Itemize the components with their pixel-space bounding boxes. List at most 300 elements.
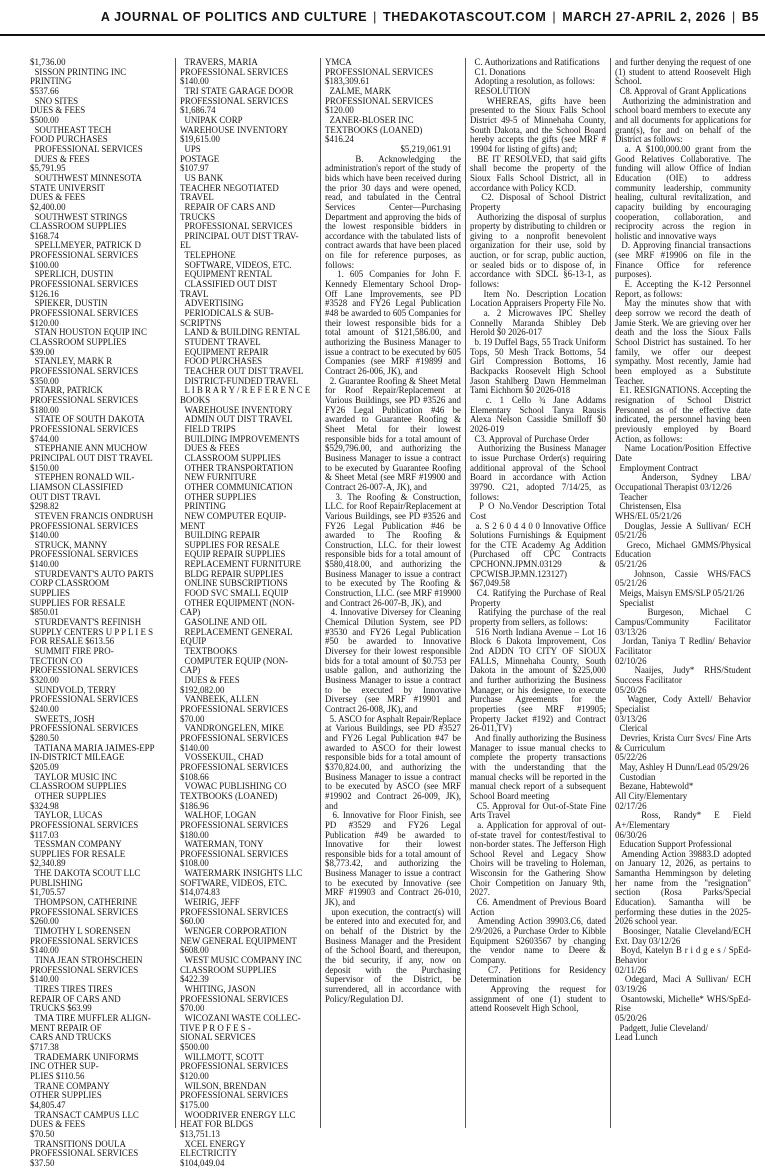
text-line: Teacher: [615, 491, 648, 502]
text-line: $108.66: [180, 771, 209, 782]
text-line: Boyd, Katelyn B r i d g e s / SpEd-Behavior: [615, 945, 751, 966]
text-line: C8. Approval of Grant Applications: [615, 85, 747, 96]
text-line: Amending Action 39903.C6, dated 2/9/2026, a Purchase Order to Kibble Equipment S2603567 by changing the vendor name to Deere & Company.: [470, 916, 609, 966]
text-line: C5. Approval for Out-of-State Fine Arts Travel: [470, 800, 608, 821]
text-line: 516 North Indiana Avenue – Lot 16 Block 6 Dakota Improvement, Cos 2nd ADDN TO CITY OF SIOUX FALLS, Minnehaha County, South Dakota in the amount of $225,000 and further authorizing the Business Manager, or his designee, to execute Purchase Agreements for the properties (see MRF #19905; Property Jacket #192) and Contract 26-011,TV): [470, 626, 609, 734]
text-line: PROFESSIONAL SERVICES: [180, 819, 289, 830]
text-line: SOUTHWEST MINNESOTA: [30, 172, 142, 183]
text-line: May, Ashley H Dunn/Lead 05/29/26: [615, 761, 749, 772]
text-line: EQUIP REPAIR SUPPLIES: [180, 549, 286, 560]
text-line: $192,082.00: [180, 684, 225, 695]
text-line: PROFESSIONAL SERVICES: [30, 520, 139, 531]
text-line: 5. ASCO for Asphalt Repair/Replace at Various Buildings, see PD #3527 and FY26 Legal Publication #47 be awarded to ASCO for their lowest responsible bids for a total amount of $370,824.00, and authorizing the Business Manager to issue a contract to be executed by ASCO (see MRF #19902 and Contract 26-009, JK), and: [325, 713, 464, 811]
text-line: CLASSROOM SUPPLIES: [30, 337, 127, 348]
text-line: IN-DISTRICT MILEAGE: [30, 752, 125, 763]
text-line: STATE UNIVERSIT: [30, 182, 105, 193]
text-line: $350.00: [30, 375, 59, 386]
text-line: $537.66: [30, 85, 59, 96]
text-line: PRINTING: [180, 501, 226, 512]
text-line: WILSON, BRENDAN: [180, 1080, 267, 1091]
text-line: 05/20/26: [615, 1012, 647, 1023]
text-line: BOOKS: [180, 394, 211, 405]
text-line: PROFESSIONAL SERVICES: [30, 549, 139, 560]
text-line: TEACHER OUT DIST TRAVEL: [180, 366, 304, 376]
text-line: SUPPLY CENTERS U P P L I E S: [30, 626, 154, 637]
text-line: STRUCK, MANNY: [30, 539, 108, 550]
text-line: PROFESSIONAL SERVICES: [325, 95, 434, 106]
text-line: REPLACEMENT GENERAL: [180, 626, 293, 637]
text-line: TEXTBOOKS (LOANED): [180, 790, 278, 801]
text-line: SWEETS, JOSH: [30, 713, 95, 724]
text-line: OTHER SUPPLIES: [30, 790, 107, 801]
text-line: FIELD TRIPS: [180, 423, 236, 434]
text-line: $260.00: [30, 916, 59, 927]
text-line: PROFESSIONAL SERVICES: [180, 993, 289, 1004]
text-line: THOMPSON, CATHERINE: [30, 897, 137, 908]
text-line: Douglas, Jessie A Sullivan/ ECH 05/21/26: [615, 520, 754, 541]
text-line: FOR RESALE $613.56: [30, 636, 115, 647]
text-line: VOSSEKUIL, CHAD: [180, 752, 264, 763]
text-line: C3. Approval of Purchase Order: [470, 433, 590, 444]
text-line: DUES & FEES: [30, 1119, 86, 1130]
text-line: $744.00: [30, 433, 59, 444]
text-line: $324.98: [30, 800, 59, 811]
text-line: OTHER EQUIPMENT (NON-: [180, 597, 295, 608]
text-line: ADMIN OUT DIST TRAVEL: [180, 414, 293, 425]
text-line: $416.24: [325, 134, 354, 145]
text-line: L I B R A R Y / R E F E R E N C E: [180, 385, 311, 396]
text-line: $140.00: [30, 530, 59, 541]
text-line: SUMMIT FIRE PRO-: [30, 646, 114, 657]
site-name: THEDAKOTASCOUT.COM: [383, 10, 547, 24]
text-line: CARS AND TRUCKS: [30, 1032, 112, 1043]
text-line: PROFESSIONAL SERVICES: [30, 308, 139, 319]
text-line: D. Approving financial transactions (see MRF #19906 on file in the Finance Office for reference purposes).: [615, 240, 754, 280]
text-line: 2. Guarantee Roofing & Sheet Metal for Roof Repair/Replacement at Various Buildings, see PD #3526 and FY26 Legal Publication #46 be awarded to Guarantee Roofing & Sheet Metal for their lowest responsible bids for a total amount of $529,796.00, and authorizing the Business Manager to issue a contract to be executed by Guarantee Roofing & Sheet Metal (see MRF #19900 and Contract 26-007-A, JK), and: [325, 375, 464, 492]
text-line: OUT DIST TRAVL: [30, 491, 101, 502]
text-line: $70.00: [180, 713, 205, 724]
text-line: 06/30/26: [615, 829, 647, 840]
text-line: WATERMARK INSIGHTS LLC: [180, 868, 303, 879]
text-line: Meigs, Maisyn EMS/SLP 05/21/26: [615, 588, 745, 599]
text-line: $14,074.83: [180, 887, 220, 898]
text-line: $183,309.61: [325, 76, 370, 87]
text-line: PROFESSIONAL SERVICES: [30, 723, 139, 734]
text-line: 6. Innovative for Floor Finish, see PD #3529 and FY26 Legal Publication #49 be awarded to Innovative for their lowest responsible bids for a total amount of $8,773.42, and authorizing the Business Manager to issue a contract to be executed by Innovative (see MRF #19903 and Contract 26-010, JK), and: [325, 810, 464, 908]
text-line: WHEREAS, gifts have been presented to the Sioux Falls School District 49-5 of Minnehaha County, South Dakota, and the School Board hereby accepts the gifts (see MRF # 19904 for listing of gifts) and;: [470, 95, 609, 154]
text-line: TRUCKS $63.99: [30, 1003, 92, 1014]
text-line: LAND & BUILDING RENTAL: [180, 327, 300, 338]
text-line: EL: [180, 240, 191, 251]
text-line: $180.00: [180, 829, 209, 840]
text-line: $320.00: [30, 675, 59, 685]
text-line: PROFESSIONAL SERVICES: [30, 1148, 139, 1159]
text-line: Amending Action 39883.D adopted on January 12, 2026, as pertains to Samantha Hemmingson by deleting her name from the "resignation" section (Rosa Parks/Special Education). Samantha will be performing these duties in the 2025-2026 school year.: [615, 848, 754, 927]
text-line: PRINCIPAL OUT DIST TRAVEL: [30, 452, 153, 463]
page-header: [0, 0, 765, 36]
text-line: PERIODICALS & SUB-: [180, 308, 274, 319]
text-line: ZALME, MARK: [325, 85, 392, 96]
text-line: Employment Contract: [615, 462, 699, 473]
text-line: $5,791.95: [30, 163, 66, 174]
text-line: PROFESSIONAL SERVICES: [30, 935, 139, 946]
text-line: SIONAL SERVICES: [180, 1032, 256, 1043]
text-line: VOWAC PUBLISHING CO: [180, 781, 287, 792]
text-line: TRI STATE GARAGE DOOR: [180, 85, 294, 96]
text-line: Item No. Description Location Location Appraisers Property File No.: [470, 288, 609, 309]
text-line: NEW COMPUTER EQUIP-: [180, 510, 287, 521]
header-separator: |: [373, 10, 378, 24]
text-line: C7. Petitions for Residency Determination: [470, 964, 609, 985]
text-line: EQUIP: [180, 636, 207, 647]
text-line: STATE OF SOUTH DAKOTA: [30, 414, 145, 425]
text-line: $1,736.00: [30, 57, 66, 67]
text-line: DUES & FEES: [30, 192, 86, 203]
text-line: SUPPLIES FOR RESALE: [30, 848, 126, 859]
text-line: ADVERTISING: [180, 298, 244, 309]
text-line: $280.50: [30, 732, 59, 743]
text-line: $1,705.57: [30, 887, 66, 898]
text-line: SOUTHEAST TECH: [30, 124, 112, 135]
text-line: PROFESSIONAL SERVICES: [30, 423, 139, 434]
text-line: TRANSACT CAMPUS LLC: [30, 1109, 139, 1120]
text-line: C2. Disposal of School District Property: [470, 192, 609, 212]
text-line: Authorizing the disposal of surplus property by distributing to children or giving to a nonprofit benevolent organization for their use, sold by auction, or for scrap, public auction, or sealed bids or to dispose of, in accordance with SDCL §6-13-1, as follows:: [470, 211, 609, 290]
text-line: Devries, Krista Curr Svcs/ Fine Arts & Curriculum: [615, 732, 754, 753]
text-line: TRADEMARK UNIFORMS: [30, 1051, 139, 1062]
text-line: OTHER TRANSPORTATION: [180, 462, 294, 473]
text-line: BUILDING REPAIR: [180, 530, 261, 541]
text-line: $850.01: [30, 607, 59, 618]
text-line: $108.00: [180, 858, 209, 869]
text-line: BUILDING IMPROVEMENTS: [180, 433, 300, 444]
text-line: $140.00: [30, 974, 59, 985]
text-line: Jordan, Taniya T Redlin/ Behavior Facilitator: [615, 636, 754, 657]
text-line: SOFTWARE, VIDEOS, ETC.: [180, 259, 292, 270]
text-line: Wagner, Cody Axtell/ Behavior Specialist: [615, 694, 754, 714]
text-line: PROFESSIONAL SERVICES: [180, 1061, 289, 1072]
text-line: Custodian: [615, 771, 656, 782]
text-line: Clerical: [615, 723, 648, 734]
text-line: Education Support Professional: [615, 839, 732, 850]
text-line: $150.00: [30, 462, 59, 473]
article-columns: [30, 57, 755, 1168]
text-line: a. 2 Microwaves IPC Shelley Connelly Maranda Shibley Deb Herold $0 2026-017: [470, 308, 609, 338]
text-line: STANLEY, MARK R: [30, 356, 113, 367]
text-line: $2,340.89: [30, 858, 66, 869]
text-line: FOOD PURCHASES: [180, 356, 263, 367]
text-line: PUBLISHING: [30, 877, 83, 888]
text-line: PROFESSIONAL SERVICES: [180, 1090, 289, 1101]
text-line: WATERMAN, TONY: [180, 839, 264, 850]
text-line: $120.00: [30, 317, 59, 328]
text-line: STURDEVANT'S REFINISH: [30, 617, 142, 628]
text-line: $5,219,061.91: [325, 143, 452, 154]
text-line: TEXTBOOKS: [180, 646, 238, 657]
text-line: $180.00: [30, 404, 59, 415]
text-line: SPIEKER, DUSTIN: [30, 298, 108, 309]
text-line: b. 19 Duffel Bags, 55 Track Uniform Tops, 50 Mesh Track Bottoms, 54 Girl Compression Bottoms, 16 Backpacks Roosevelt High School Jason Stahlberg Dawn Hemmelman Tami Eichhorn $0 2026-018: [470, 337, 609, 396]
text-line: WICOZANI WASTE COLLEC-: [180, 1012, 301, 1023]
text-line: $298.82: [30, 501, 59, 512]
text-line: CLASSROOM SUPPLIES: [180, 452, 281, 463]
text-line: DUES & FEES: [180, 675, 240, 685]
text-line: PROFESSIONAL SERVICES: [180, 906, 289, 917]
text-line: VANBEEK, ALLEN: [180, 694, 259, 705]
text-line: STEVEN FRANCIS ONDRUSH: [30, 510, 154, 521]
text-line: PROFESSIONAL SERVICES: [180, 703, 289, 714]
text-line: PROFESSIONAL SERVICES: [180, 761, 289, 772]
text-line: PROFESSIONAL SERVICES: [30, 279, 139, 290]
text-line: $140.00: [30, 559, 59, 570]
text-line: TIRES TIRES TIRES: [30, 984, 113, 994]
text-line: c. 1 Cello ¾ Jane Addams Elementary School Tanya Rausis Alexa Nelson Cassidie Smilloff $0 2026-019: [470, 394, 609, 434]
text-line: Osantowski, Michelle* WHS/SpEd-Rise: [615, 993, 752, 1014]
text-line: OTHER SUPPLIES: [180, 491, 257, 502]
text-line: $140.00: [180, 76, 209, 87]
text-line: $422.39: [180, 974, 209, 985]
text-line: NEW GENERAL EQUIPMENT: [180, 935, 297, 946]
text-line: 05/22/26: [615, 752, 647, 763]
text-line: WALHOF, LOGAN: [180, 810, 257, 821]
text-line: All City/Elementary: [615, 790, 688, 801]
text-line: $1,686.74: [180, 105, 216, 116]
text-line: 3. The Roofing & Construction, LLC. for Roof Repair/Replacement at Various Buildings, see PD #3526 and FY26 Legal Publication #46 be awarded to The Roofing & Construction, LLC. for their lowest responsible bids for a total amount of $580,418.00, and authorizing the Business Manager to issue a contract to be executed by The Roofing & Construction, LLC. (see MRF #19900 and Contract 26-007-B, JK), and: [325, 491, 464, 608]
text-line: $120.00: [325, 105, 354, 116]
column-personnel-report: [610, 58, 755, 1128]
text-line: Christensen, Elsa: [615, 501, 682, 512]
text-line: $140.00: [30, 945, 59, 956]
issue-date: MARCH 27-APRIL 2, 2026: [562, 10, 726, 24]
text-line: a. A $100,000.00 grant from the Good Relatives Collaborative. The funding will allow Office of Indian Education (OIE) to address community leadership, community healing, cultural revitalization, and capacity building by encouraging cooperation, collaboration, and reciprocity across the region in holistic and innovative ways: [615, 143, 754, 241]
text-line: SOUTHWEST STRINGS: [30, 211, 128, 222]
text-line: ELECTRICITY: [180, 1148, 238, 1159]
text-line: a. S 2 6 0 4 4 0 0 Innovative Office Solutions Furnishings & Equipment for the CTE Academy Ag Addition (Purchased off CPC Contracts CPCHONN.JPMN.03129 & CPCWISB.JP.MN.123127) $67,049.58: [470, 520, 609, 589]
text-line: HEAT FOR BLDGS: [180, 1119, 254, 1130]
text-line: YMCA: [325, 57, 352, 67]
text-line: $120.00: [180, 1070, 209, 1081]
text-line: OTHER SUPPLIES: [30, 1090, 102, 1101]
text-line: REPAIR OF CARS AND: [180, 201, 276, 212]
text-line: WEST MUSIC COMPANY INC: [180, 955, 302, 966]
text-line: CAP): [180, 607, 201, 618]
text-line: BE IT RESOLVED, that said gifts shall become the property of the Sioux Falls School District, all in accordance with Policy KCD.: [470, 153, 609, 193]
text-line: POSTAGE: [180, 153, 220, 164]
text-line: STEPHEN RONALD WIL-: [30, 472, 135, 483]
text-line: US BANK: [180, 172, 224, 183]
text-line: BLDG REPAIR SUPPLIES: [180, 568, 284, 579]
text-line: 02/11/26: [615, 964, 647, 975]
text-line: SCRIPTNS: [180, 317, 222, 328]
text-line: EQUIPMENT REPAIR: [180, 346, 269, 357]
text-line: $205.09: [30, 761, 59, 772]
text-line: SNO SITES: [30, 95, 79, 106]
text-line: WEIRIG, JEFF: [180, 897, 240, 908]
text-line: $175.00: [180, 1099, 209, 1110]
text-line: $2,400.00: [30, 201, 66, 212]
text-line: FOOD PURCHASES: [30, 134, 108, 145]
text-line: PROFESSIONAL SERVICES: [30, 366, 139, 376]
text-line: PROFESSIONAL SERVICES: [30, 964, 139, 975]
text-line: $60.00: [180, 916, 205, 927]
text-line: 05/21/26: [615, 559, 647, 570]
text-line: DUES & FEES: [30, 105, 86, 116]
text-line: DUES & FEES: [30, 153, 90, 164]
text-line: Specialist: [615, 597, 654, 608]
text-line: TAYLOR, LUCAS: [30, 810, 103, 821]
text-line: CAP): [180, 665, 201, 676]
text-line: TESSMAN COMPANY: [30, 839, 122, 850]
text-line: RESOLUTION: [470, 85, 531, 96]
text-line: Odegard, Maci A Sullivan/ ECH 03/19/26: [615, 974, 754, 994]
text-line: PROFESSIONAL SERVICES: [180, 848, 289, 859]
text-line: $13,751.13: [180, 1128, 220, 1139]
text-line: CLASSROOM SUPPLIES: [30, 781, 127, 792]
text-line: TECTION CO: [30, 655, 83, 666]
text-line: C4. Ratifying the Purchase of Real Property: [470, 588, 609, 608]
text-line: TATIANA MARIA JAIMES-EPP: [30, 742, 155, 753]
text-line: $70.50: [30, 1128, 55, 1139]
text-line: OTHER COMMUNICATION: [180, 481, 293, 492]
text-line: PROFESSIONAL SERVICES: [30, 143, 143, 154]
text-line: TEXTBOOKS (LOANED): [325, 124, 423, 135]
text-line: $70.00: [180, 1003, 205, 1014]
text-line: $500.00: [30, 114, 59, 125]
text-line: Naaijes, Judy* RHS/Student Success Facilitator: [615, 665, 754, 685]
text-line: PROFESSIONAL SERVICES: [180, 732, 289, 743]
text-line: Greco, Michael GMMS/Physical Education: [615, 539, 754, 560]
text-line: 02/10/26: [615, 655, 647, 666]
text-line: PROFESSIONAL SERVICES: [180, 95, 289, 106]
text-line: CORP CLASSROOM: [30, 578, 110, 589]
text-line: PROFESSIONAL SERVICES: [30, 694, 139, 705]
text-line: SOFTWARE, VIDEOS, ETC.: [180, 877, 288, 888]
text-line: MENT REPAIR OF: [30, 1022, 102, 1033]
text-line: WHITING, JASON: [180, 984, 256, 994]
column-bid-awards: [320, 58, 465, 1128]
text-line: UNIPAK CORP: [180, 114, 243, 125]
text-line: $39.00: [30, 346, 55, 357]
text-line: C6. Amendment of Previous Board Action: [470, 897, 608, 917]
text-line: Boosinger, Natalie Cleveland/ECH Ext. Day 03/12/26: [615, 926, 754, 946]
text-line: and further denying the request of one (1) student to attend Roosevelt High School.: [615, 57, 754, 87]
text-line: CLASSIFIED OUT DIST: [180, 279, 277, 290]
text-line: REPAIR OF CARS AND: [30, 993, 121, 1004]
text-line: PROFESSIONAL SERVICES: [30, 394, 139, 405]
text-line: $4,805.47: [30, 1099, 66, 1110]
text-line: Ross, Randy* E Field A+/Elementary: [615, 810, 753, 830]
text-line: TEACHER NEGOTIATED: [180, 182, 279, 193]
text-line: Authorizing the administration and school board members to execute any and all documents for applications for grant(s), for and on behalf of the District as follows:: [615, 95, 754, 145]
text-line: Authorizing the Business Manager to issue Purchase Order(s) requiring additional approval of the School Board in accordance with Action 39790. C21, adopted 7/14/25, as follows:: [470, 443, 609, 502]
text-line: a. Application for approval of out-of-state travel for contest/festival to non-border states. The Jefferson High School Revel and Legacy Show Choirs will be traveling to Holeman, Wisconsin for the Gathering Show Choir Competition on January 9th, 2027.: [470, 819, 609, 898]
text-line: THE DAKOTA SCOUT LLC: [30, 868, 141, 879]
text-line: TMA TIRE MUFFLER ALIGN-: [30, 1012, 151, 1023]
text-line: Johnson, Cassie WHS/FACS 05/21/26: [615, 568, 754, 589]
text-line: $117.03: [30, 829, 59, 840]
column-vendor-payments-1: [30, 57, 175, 1168]
publication-tagline: A JOURNAL OF POLITICS AND CULTURE: [100, 10, 368, 24]
text-line: TRANE COMPANY: [30, 1080, 110, 1091]
text-line: PRINTING: [30, 76, 72, 87]
text-line: STUDENT TRAVEL: [180, 337, 261, 348]
text-line: $500.00: [180, 1041, 209, 1052]
text-line: EQUIPMENT RENTAL: [180, 269, 273, 280]
text-line: UPS: [180, 143, 201, 154]
text-line: SPERLICH, DUSTIN: [30, 269, 114, 280]
text-line: WHS/EL 05/21/26: [615, 510, 682, 521]
text-line: Bezane, Habtewold*: [615, 781, 694, 792]
text-line: NEW FURNITURE: [180, 472, 257, 483]
text-line: STEPHANIE ANN MUCHOW: [30, 443, 148, 454]
text-line: PRINCIPAL OUT DIST TRAV-: [180, 230, 299, 241]
text-line: Anderson, Sydney LBA/ Occupational Therapist 03/12/26: [615, 472, 754, 492]
text-line: MENT: [180, 520, 206, 531]
text-line: Lead Lunch: [615, 1032, 658, 1043]
header-separator: |: [731, 10, 736, 24]
text-line: DUES & FEES: [180, 443, 240, 454]
text-line: And finally authorizing the Business Manager to issue manual checks to complete the property transactions with the understanding that the manual checks will be reported in the manual check report of a subsequent School Board meeting: [470, 732, 609, 801]
text-line: FOOD SVC SMALL EQUIP: [180, 588, 289, 599]
text-line: Ratifying the purchase of the real property from sellers, as follows:: [470, 607, 609, 628]
text-line: SUPPLIES FOR RESALE: [180, 539, 280, 550]
text-line: PROFESSIONAL SERVICES: [30, 250, 139, 261]
text-line: $19,615.00: [180, 134, 220, 145]
text-line: Name Location/Position Effective Date: [615, 443, 754, 463]
text-line: $37.50: [30, 1157, 55, 1168]
text-line: $100.00: [30, 259, 59, 270]
text-line: Approving the request for assignment of one (1) student to attend Roosevelt High School,: [470, 984, 609, 1014]
text-line: PROFESSIONAL SERVICES: [325, 66, 434, 77]
text-line: STARR, PATRICK: [30, 385, 103, 396]
text-line: P O No.Vendor Description Total Cost: [470, 501, 609, 521]
text-line: SISSON PRINTING INC: [30, 66, 127, 77]
text-line: E1. RESIGNATIONS. Accepting the resignation of School District Personnel as of the effective date indicated, the personnel having been previously employed by Board Action, as follows:: [615, 385, 754, 444]
text-line: CLASSROOM SUPPLIES: [180, 964, 277, 975]
page-number: B5: [741, 10, 759, 24]
text-line: ZANER-BLOSER INC: [325, 114, 414, 125]
text-line: 1. 605 Companies for John F. Kennedy Elementary School Drop-Off Lane Improvements, see PD #3528 and FY26 Legal Publication #48 be awarded to 605 Companies for their lowest responsible bids for a total amount of $121,586.00, and authorizing the Business Manager to issue a contract to be executed by 605 Companies (see MRF #19899 and Contract 26-006, JK), and: [325, 269, 464, 376]
text-line: CLASSROOM SUPPLIES: [30, 221, 127, 232]
text-line: TRAVL: [180, 288, 209, 299]
text-line: E. Accepting the K-12 Personnel Report, as follows:: [615, 279, 754, 299]
text-line: 4. Innovative Diversey for Cleaning Chemical Dilution System, see PD #3530 and FY26 Legal Publication #50 be awarded to Innovative Diversey for their lowest responsible bids for a total amount of $0.753 per usable gallon, and authorizing the Business Manager to issue a contract to be executed by Innovative Diversey (see MRF #19901 and Contract 26-008, JK), and: [325, 607, 464, 714]
text-line: STAN HOUSTON EQUIP INC: [30, 327, 147, 338]
text-line: $168.74: [30, 230, 59, 241]
text-line: TRUCKS: [180, 211, 216, 222]
text-line: TINA JEAN STROHSCHEIN: [30, 955, 143, 966]
text-line: $240.00: [30, 703, 59, 714]
text-line: WOODRIVER ENERGY LLC: [180, 1109, 296, 1120]
text-line: GASOLINE AND OIL: [180, 617, 267, 628]
text-line: 05/20/26: [615, 684, 647, 695]
text-line: WAREHOUSE INVENTORY: [180, 404, 293, 415]
text-line: B. Acknowledging the administration's report of the study of bids which have been received during the prior 30 days and were opened, read, and tabulated in the Central Services Center—Purchasing Department and approving the bids of the lowest responsible bidders in accordance with the tabulated lists of contract awards that have been placed on file for reference purposes, as follows:: [325, 153, 464, 270]
text-line: WENGER CORPORATION: [180, 926, 287, 937]
text-line: TRAVERS, MARIA: [180, 57, 258, 67]
text-line: PROFESSIONAL SERVICES: [30, 819, 139, 830]
text-line: $717.38: [30, 1041, 59, 1052]
text-line: SUPPLIES: [30, 588, 70, 599]
text-line: $140.00: [180, 742, 209, 753]
text-line: DISTRICT-FUNDED TRAVEL: [180, 375, 299, 386]
text-line: XCEL ENERGY: [180, 1138, 246, 1149]
text-line: Adopting a resolution, as follows:: [470, 76, 595, 87]
text-line: SPELLMEYER, PATRICK D: [30, 240, 141, 251]
column-authorizations: [465, 58, 610, 1128]
text-line: PLIES $110.56: [30, 1070, 85, 1081]
text-line: TAYLOR MUSIC INC: [30, 771, 117, 782]
